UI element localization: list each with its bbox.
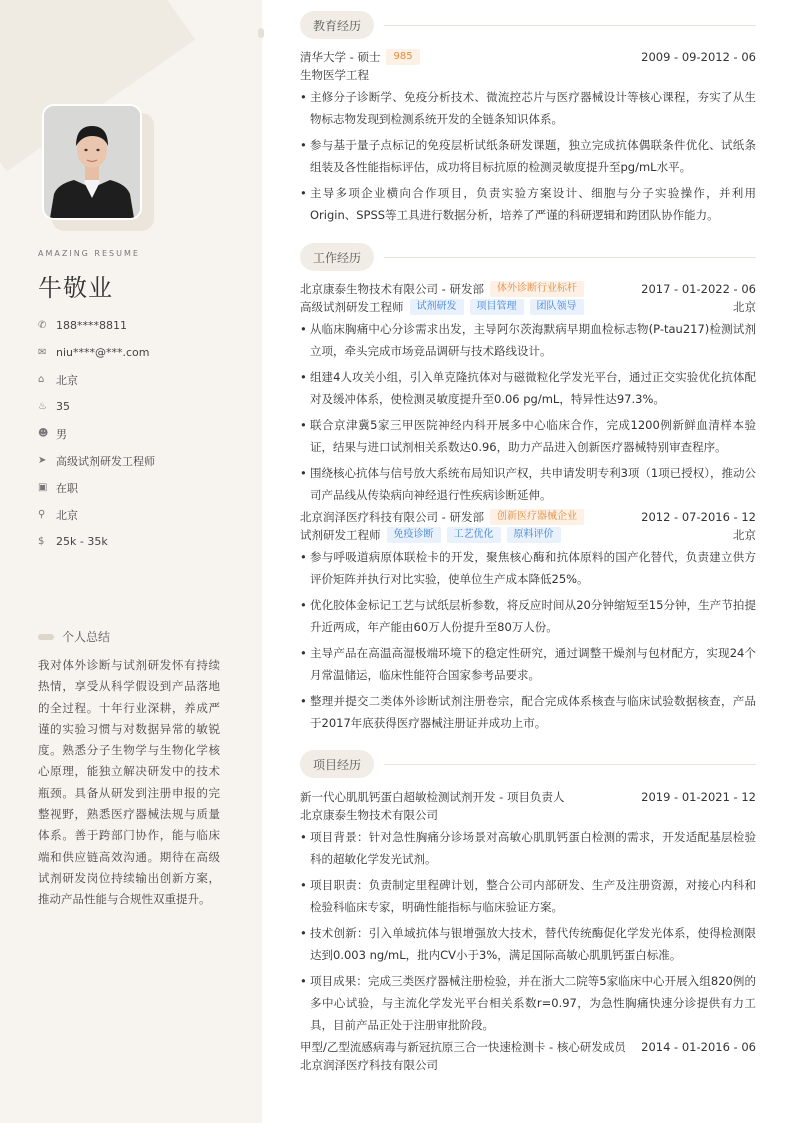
home-icon: ⌂ [38,374,45,385]
list-item: • 项目职责：负责制定里程碑计划，整合公司内部研发、生产及注册资源，对接心内科和检验科临床专家，明确性能指标与临床验证方案。 [300,874,756,918]
salary-icon: $ [38,536,45,547]
list-item: • 主修分子诊断学、免疫分析技术、微流控芯片与医疗器械设计等核心课程，夯实了从生物标志物发现到检测系统开发的全链条知识体系。 [300,86,756,130]
project-date: 2019 - 01-2021 - 12 [641,790,756,804]
skill-tag: 团队领导 [530,299,584,315]
project-entry-1 [300,788,756,1040]
divider [384,257,756,258]
summary-heading: 个人总结 [38,628,110,645]
education-date: 2009 - 09-2012 - 06 [641,50,756,64]
location-icon: ⚲ [38,509,46,520]
age-icon: ♨ [38,401,47,412]
project-date: 2014 - 01-2016 - 06 [641,1040,756,1054]
project-name: 甲型/乙型流感病毒与新冠抗原三合一快速检测卡 - 核心研发成员 [300,1040,626,1054]
avatar-portrait-icon [44,106,140,218]
info-email: ✉ niu****@***.com [38,346,150,359]
basic-info [38,312,248,555]
project-company: 北京康泰生物技术有限公司 [300,808,438,822]
info-age: ♨ 35 [38,400,70,413]
list-item: • 围绕核心抗体与信号放大系统布局知识产权，共申请发明专利3项（1项已授权），推动公司产品线从传染病向神经退行性疾病诊断延伸。 [300,462,756,506]
skill-tag: 原料评价 [507,527,561,543]
work-entry-2 [300,508,756,738]
school-tag: 985 [386,49,419,65]
candidate-name: 牛敬业 [38,274,113,302]
tagline: AMAZING RESUME [38,249,140,258]
info-phone: ✆ 188****8811 [38,319,127,332]
project-company: 北京润泽医疗科技有限公司 [300,1058,438,1072]
list-item: • 主导产品在高温高湿极端环境下的稳定性研究，通过调整干燥剂与包材配方，实现24个月常温储运，临床性能符合国家参考品要求。 [300,642,756,686]
education-entry [300,48,756,230]
list-item: • 参与呼吸道病原体联检卡的开发，聚焦核心酶和抗体原料的国产化替代，负责建立供方评价矩阵并执行对比实验，使单位生产成本降低25%。 [300,546,756,590]
skill-tag: 项目管理 [470,299,524,315]
company-tag: 创新医疗器械企业 [490,509,584,525]
email-icon: ✉ [38,347,47,358]
list-item: • 从临床胸痛中心分诊需求出发，主导阿尔茨海默病早期血检标志物(P-tau217)检测试剂立项，牵头完成市场竞品调研与技术路线设计。 [300,318,756,362]
info-location: ⚲ 北京 [38,508,78,522]
work-entry-1 [300,280,756,510]
info-status: ▣ 在职 [38,481,78,495]
list-item: • 优化胶体金标记工艺与试纸层析参数，将反应时间从20分钟缩短至15分钟，生产节拍提升近两成，年产能由60万人份提升至80万人份。 [300,594,756,638]
phone-icon: ✆ [38,320,47,331]
list-item: • 整理并提交二类体外诊断试剂注册卷宗，配合完成体系核查与临床试验数据核查，产品于2017年底获得医疗器械注册证并成功上市。 [300,690,756,734]
company-tag: 体外诊断行业标杆 [490,281,584,297]
decorative-dot [258,28,264,38]
list-item: • 主导多项企业横向合作项目，负责实验方案设计、细胞与分子实验操作，并利用Origin、SPSS等工具进行数据分析，培养了严谨的科研逻辑和跨团队协作能力。 [300,182,756,226]
list-item: • 组建4人攻关小组，引入单克隆抗体对与磁微粒化学发光平台，通过正交实验优化抗体配对及缓冲体系，使检测灵敏度提升至0.06 pg/mL，特异性达97.3%。 [300,366,756,410]
position-icon: ➤ [38,455,47,466]
gender-icon: ☻ [38,428,49,439]
job-city: 北京 [733,528,756,542]
summary-text: 我对体外诊断与试剂研发怀有持续热情，享受从科学假设到产品落地的全过程。十年行业深耕，养成严谨的实验习惯与对数据异常的敏锐度。熟悉分子生物学与生物化学核心原理，能独立解决研发中的技术瓶颈。具备从研发到注册申报的完整视野，熟悉医疗器械法规与质量体系。善于跨部门协作，能与临床端和供应链高效沟通。期待在高级试剂研发岗位持续输出创新方案，推动产品性能与合规性双重提升。 [38,658,220,907]
work-bullets [300,546,756,734]
skill-tag: 免疫诊断 [387,527,441,543]
section-work-heading: 工作经历 [300,243,756,271]
section-projects-heading: 项目经历 [300,750,756,778]
job-date: 2012 - 07-2016 - 12 [641,510,756,524]
avatar [42,104,142,220]
status-icon: ▣ [38,482,48,493]
skill-tag: 试剂研发 [410,299,464,315]
company: 北京润泽医疗科技有限公司 - 研发部 [300,510,484,524]
job-city: 北京 [733,300,756,314]
divider [384,764,756,765]
info-gender: ☻ 男 [38,427,67,441]
company: 北京康泰生物技术有限公司 - 研发部 [300,282,484,296]
list-item: • 联合京津冀5家三甲医院神经内科开展多中心临床合作，完成1200例新鲜血清样本验证，结果与进口试剂相关系数达0.96，助力产品进入创新医疗器械特别审查程序。 [300,414,756,458]
info-position: ➤ 高级试剂研发工程师 [38,454,155,468]
list-item: • 项目成果：完成三类医疗器械注册检验，并在浙大二院等5家临床中心开展入组820例的多中心试验，与主流化学发光平台相关系数r=0.97，为急性胸痛快速分诊提供有力工具，目前产品正处于注册审批阶段。 [300,970,756,1036]
project-name: 新一代心肌肌钙蛋白超敏检测试剂开发 - 项目负责人 [300,790,565,804]
list-item: • 技术创新：引入单域抗体与银增强放大技术，替代传统酶促化学发光体系，使得检测限达到0.003 ng/mL，批内CV小于3%，满足国际高敏心肌肌钙蛋白标准。 [300,922,756,966]
info-salary: $ 25k - 35k [38,535,108,548]
list-item: • 项目背景：针对急性胸痛分诊场景对高敏心肌肌钙蛋白检测的需求，开发适配基层检验科的超敏化学发光试剂。 [300,826,756,870]
skill-tag: 工艺优化 [447,527,501,543]
section-education-heading: 教育经历 [300,11,756,39]
summary-bar-icon [38,634,54,640]
school: 清华大学 - 硕士 [300,50,381,64]
role: 高级试剂研发工程师 [300,300,404,314]
job-date: 2017 - 01-2022 - 06 [641,282,756,296]
list-item: • 参与基于量子点标记的免疫层析试纸条研发课题，独立完成抗体偶联条件优化、试纸条组装及各性能指标评估，成功将目标抗原的检测灵敏度提升至pg/mL水平。 [300,134,756,178]
education-bullets [300,86,756,226]
project-entry-2 [300,1038,756,1074]
role: 试剂研发工程师 [300,528,381,542]
major: 生物医学工程 [300,68,369,82]
info-hometown: ⌂ 北京 [38,373,78,387]
project-bullets [300,826,756,1036]
work-bullets [300,318,756,506]
divider [384,25,756,26]
